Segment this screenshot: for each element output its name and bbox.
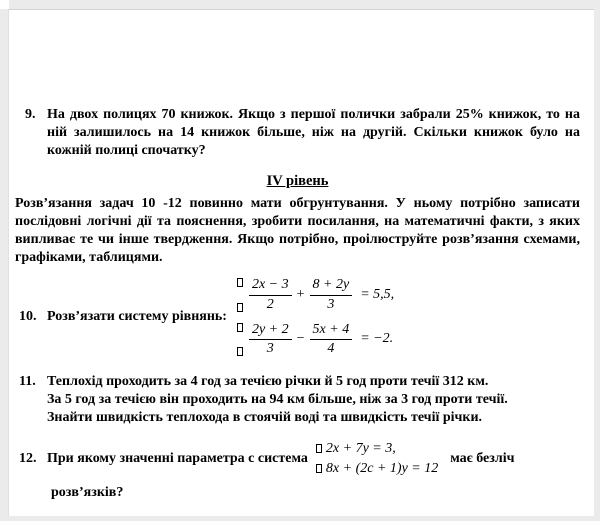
fraction-denominator: 2 — [266, 296, 274, 312]
problem-12-text-before: При якому значенні параметра с система — [47, 450, 308, 466]
problem-12-continuation: розв’язків? — [51, 484, 124, 500]
fraction — [310, 322, 353, 357]
equation-1 — [237, 277, 394, 312]
equation-2 — [237, 322, 394, 357]
fraction-numerator: 8 + 2y — [310, 277, 353, 295]
fraction-numerator: 2y + 2 — [249, 322, 292, 340]
fraction — [249, 277, 292, 312]
section-title: IV рівень — [266, 172, 329, 189]
missing-glyph-box-icon — [316, 464, 322, 473]
problem-10 — [15, 277, 580, 356]
problem-9-text: На двох полицях 70 книжок. Якщо з першої полички забрали 25% книжок, то на ній залишилось на 14 книжок більше, ніж на другій. Скільки книжок було на кожній полиці спочатку? — [47, 107, 580, 158]
fraction-denominator: 3 — [266, 340, 274, 356]
fraction — [310, 277, 353, 312]
problem-11-line-1: Теплохід проходить за 4 год за течією річки й 5 год проти течії 312 км. — [47, 373, 489, 389]
problem-12 — [15, 441, 580, 477]
missing-glyph-box-icon — [316, 444, 322, 453]
missing-glyph-box-icon — [237, 323, 243, 332]
operator: − — [296, 331, 305, 347]
equation-text: 8x + (2c + 1)y = 12 — [325, 460, 439, 476]
equation-rhs: = −2. — [360, 331, 394, 347]
fraction-numerator: 2x − 3 — [249, 277, 292, 295]
problem-11-number: 11. — [19, 373, 36, 389]
problem-11-line-3: Знайти швидкість теплохода в стоячій воді та швидкість течії річки. — [47, 409, 483, 425]
equation-system-12 — [316, 441, 438, 477]
missing-glyph-box-icon — [237, 278, 243, 287]
missing-glyph-brace-icon — [237, 277, 243, 312]
problem-12-number: 12. — [19, 450, 37, 466]
fraction-numerator: 5x + 4 — [310, 322, 353, 340]
problem-10-number: 10. — [19, 309, 37, 325]
equation-1 — [316, 441, 438, 457]
equation-text: 2x + 7y = 3, — [325, 440, 396, 456]
problem-11 — [15, 373, 580, 427]
equation-2 — [316, 461, 438, 477]
viewer-corner — [0, 0, 9, 9]
problem-10-label: Розв’язати систему рівнянь: — [47, 309, 227, 325]
fraction-denominator: 3 — [327, 296, 335, 312]
equation-system-10 — [237, 277, 394, 356]
equation-rhs: = 5,5, — [360, 287, 395, 303]
problem-9-number: 9. — [25, 107, 36, 122]
fraction-denominator: 4 — [327, 340, 335, 356]
document-page — [8, 9, 594, 516]
missing-glyph-box-icon — [237, 347, 243, 356]
operator: + — [296, 287, 305, 303]
problem-12-text-after: має безліч — [450, 450, 515, 466]
problem-11-text — [47, 373, 580, 427]
missing-glyph-brace-icon — [237, 322, 243, 357]
problem-11-line-2: За 5 год за течією він проходить на 94 км більше, ніж за 3 год проти течії. — [47, 391, 508, 407]
section-description: Розв’язання задач 10 -12 повинно мати обгрунтування. У ньому потрібно записати послідовні логічні дії та пояснення, зробити посилання, на математичні факти, з яких випливає те чи інше твердження. Якщо потрібно, проілюструйте розв’язання схемами, графіками, таблицями. — [15, 195, 580, 266]
fraction — [249, 322, 292, 357]
missing-glyph-box-icon — [237, 303, 243, 312]
problem-9 — [15, 106, 580, 160]
